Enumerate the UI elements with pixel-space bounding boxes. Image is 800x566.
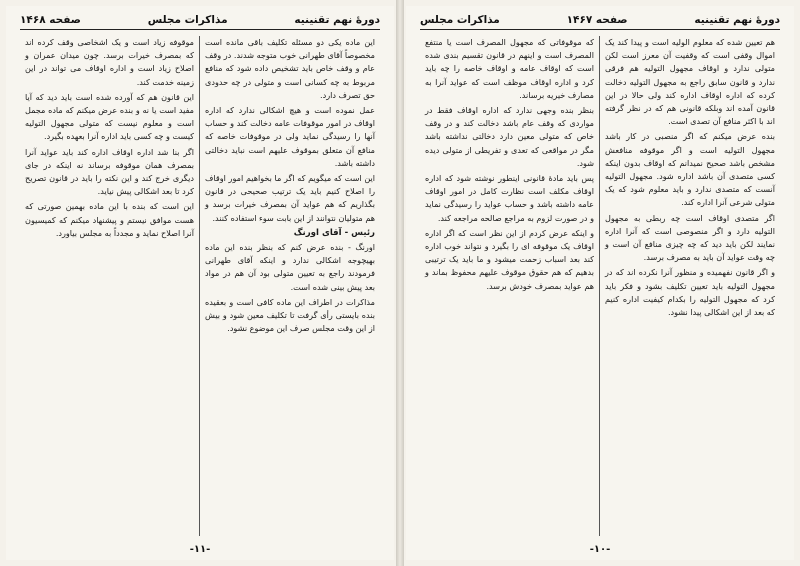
left-session-label: دورهٔ نهم تقنینیه xyxy=(294,13,380,26)
paragraph: پس باید مادهٔ قانونی اینطور نوشته شود که اداره اوقاف مکلف است نظارت کامل در امور اوقاف عامه داشته باشد و حساب عواید را رسیدگی نماید و در صورت لزوم به مراجع صالحه مراجعه کند. xyxy=(425,173,594,223)
left-title-label: مذاکرات مجلس xyxy=(147,13,228,26)
paragraph: هم تعیین شده که معلوم الولیه است و پیدا کند یک اموال وقفی است که وقفیت آن معرز است لکن متولی ندارد و اوقاف مجهول التولیه هم فرقی ندارد و قانون سابق راجع به مجهول التولیه دخالت کرده که اداره اوقاف اداره کند ولی حالا در این قانون آمده اند وبلکه قانونی هم که در نظر گرفته اند با اکثر منافع آن تصدی است. xyxy=(605,37,775,127)
paragraph: موقوفه زیاد است و یک اشخاصی وقف کرده اند که بمصرف خیرات برسد. چون میدان عمران و اصلاح زیاد است و اداره اوقاف می تواند در این زمینه خدمت کند. xyxy=(25,37,194,87)
left-page xyxy=(6,6,394,560)
right-page xyxy=(406,6,794,560)
speaker-heading: رئیس - آقای اورنگ xyxy=(293,227,375,238)
paragraph: و اینکه عرض کردم از این نظر است که اگر اداره اوقاف یک موقوفه ای را بگیرد و نتواند خوب اداره کند بعد اسباب زحمت میشود و ما باید یک ترتیبی بدهیم که هم حقوق موقوف علیهم محفوظ بماند و هم عواید بمصرف خودش برسد. xyxy=(425,227,594,291)
left-page-col-right xyxy=(200,36,380,536)
right-session-label: دورهٔ نهم تقنینیه xyxy=(694,13,780,26)
right-page-columns xyxy=(420,36,780,536)
left-page-number: صفحه ۱۴۶۸ xyxy=(20,13,81,26)
left-page-header xyxy=(20,12,380,30)
paragraph: که موقوفاتی که مجهول المصرف است یا منتفع المصرف است و اینهم در قانون تقسیم بندی شده است که اوقاف عامه و اوقاف خاصه را چه باید کرد و اداره اوقاف موظف است که عواید آنرا به مصارف خیریه برساند. xyxy=(425,37,594,100)
paragraph: بنده عرض میکنم که اگر منصبی در کار باشد مجهول التولیه است و اگر موقوفه منافعش مشخص باشد صحیح نمیدانم که اوقاف بدون اینکه کسی متصدی آن باشد اداره شود. مجهول التولیه آنست که متصدی ندارد و باید معلوم شود که یک متولی شرعی آنرا اداره کند. xyxy=(605,131,775,208)
paragraph: این است که میگویم که اگر ما بخواهیم امور اوقاف را اصلاح کنیم باید یک ترتیب صحیحی در قانون بگذاریم که هم عواید آن بمصرف خیرات برسد و هم متولیان نتوانند از این بابت سوء استفاده کنند. xyxy=(205,173,375,223)
right-page-col-right xyxy=(600,36,780,536)
left-page-col-left xyxy=(20,36,200,536)
right-title-label: مذاکرات مجلس xyxy=(420,13,500,26)
left-page-columns xyxy=(20,36,380,536)
paragraph: اورنگ - بنده عرض کنم که بنظر بنده این ماده بهیچوجه اشکالی ندارد و اینکه آقای طهرانی فرمودند راجع به تعیین متولی بود آن هم در مواد بعد پیش بینی شده است. xyxy=(205,242,375,292)
left-page-folio: -۱۱- xyxy=(189,544,211,555)
paragraph: مذاکرات در اطراف این ماده کافی است و بعقیده بنده بایستی رأی گرفت تا تکلیف معین شود و بیش از این وقت مجلس صرف این موضوع نشود. xyxy=(205,296,375,334)
paragraph: این قانون هم که آورده شده است باید دید که آیا مفید است یا نه و بنده عرض میکنم که ماده مجمل است و معلوم نیست که متولی مجهول التولیه کیست و چه کسی باید اداره آنرا بعهده بگیرد. xyxy=(25,91,194,142)
paragraph: بنظر بنده وجهی ندارد که اداره اوقاف فقط در مواردی که وقف عام باشد دخالت کند و در وقف خاص که متولی معین دارد دخالتی نداشته باشد مگر در مواقعی که تعدی و تفریطی از متولی دیده شود. xyxy=(425,105,594,168)
paragraph: و اگر قانون نفهمیده و منظور آنرا نکرده اند که در مجهول التولیه باید تعیین تکلیف بشود و فکر باید کرد که مجهول التولیه را بکدام کیفیت اداره کنیم که بعد از این اشکالی پیدا نشود. xyxy=(605,267,775,318)
paragraph: اگر متصدی اوقاف است چه ربطی به مجهول التولیه دارد و اگر منصوصی است که آنرا اداره نمایند لکن باید دید که چه چیزی منافع آن است و چه وقت عواید آن باید به مصرف برسد. xyxy=(605,212,775,263)
paragraph: اگر بنا شد اداره اوقاف اداره کند باید عواید آنرا بمصرف همان موقوفه برساند نه اینکه در جای دیگری خرج کند و این نکته را باید در قانون تصریح کرد تا بعد اشکالی پیش نیاید. xyxy=(25,146,194,197)
right-page-col-left xyxy=(420,36,600,536)
right-page-header xyxy=(420,12,780,30)
paragraph: عمل نموده است و هیچ اشکالی ندارد که اداره اوقاف در امور موقوفات عامه دخالت کند و حساب آنها را رسیدگی نماید ولی در موقوفات خاصه که منافع آن متعلق بموقوف علیهم است نباید دخالتی داشته باشد. xyxy=(205,105,375,168)
paragraph: این است که بنده با این ماده بهمین صورتی که هست موافق نیستم و پیشنهاد میکنم که کمیسیون آنرا اصلاح نماید و مجدداً به مجلس بیاورد. xyxy=(25,201,194,238)
book-gutter xyxy=(396,0,404,566)
right-page-folio: -۱۰- xyxy=(589,544,611,555)
paragraph: این ماده یکی دو مسئله تکلیف باقی مانده است مخصوصاً آقای طهرانی خوب متوجه شدند. در وقف عام و وقف خاص باید تشخیص داده شود که منافع مربوط به چه کسانی است و متولی در چه حدودی حق تصرف دارد. xyxy=(205,37,375,100)
right-page-number: صفحه ۱۴۶۷ xyxy=(566,13,628,26)
